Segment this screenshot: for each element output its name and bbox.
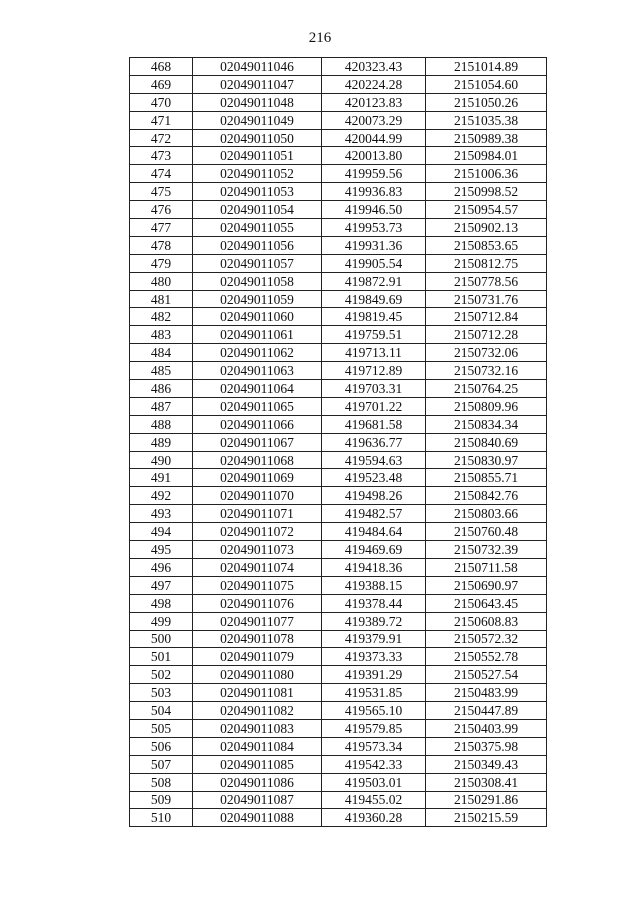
point-id-cell: 02049011047	[193, 75, 322, 93]
y-coordinate-cell: 2150349.43	[426, 755, 547, 773]
y-coordinate-cell: 2151035.38	[426, 111, 547, 129]
row-number-cell: 470	[130, 93, 193, 111]
table-row	[130, 737, 547, 755]
y-coordinate-cell: 2150842.76	[426, 487, 547, 505]
row-number-cell: 482	[130, 308, 193, 326]
table-row	[130, 612, 547, 630]
y-coordinate-cell: 2151014.89	[426, 58, 547, 76]
point-id-cell: 02049011082	[193, 702, 322, 720]
row-number-cell: 492	[130, 487, 193, 505]
y-coordinate-cell: 2150732.39	[426, 541, 547, 559]
y-coordinate-cell: 2150308.41	[426, 773, 547, 791]
y-coordinate-cell: 2150711.58	[426, 558, 547, 576]
point-id-cell: 02049011051	[193, 147, 322, 165]
x-coordinate-cell: 419523.48	[322, 469, 426, 487]
x-coordinate-cell: 419360.28	[322, 809, 426, 827]
point-id-cell: 02049011070	[193, 487, 322, 505]
table-row	[130, 147, 547, 165]
point-id-cell: 02049011069	[193, 469, 322, 487]
x-coordinate-cell: 419469.69	[322, 541, 426, 559]
row-number-cell: 500	[130, 630, 193, 648]
y-coordinate-cell: 2150764.25	[426, 380, 547, 398]
table-row	[130, 594, 547, 612]
x-coordinate-cell: 419703.31	[322, 380, 426, 398]
x-coordinate-cell: 419418.36	[322, 558, 426, 576]
point-id-cell: 02049011086	[193, 773, 322, 791]
x-coordinate-cell: 419905.54	[322, 254, 426, 272]
x-coordinate-cell: 420044.99	[322, 129, 426, 147]
row-number-cell: 483	[130, 326, 193, 344]
point-id-cell: 02049011078	[193, 630, 322, 648]
x-coordinate-cell: 419953.73	[322, 219, 426, 237]
x-coordinate-cell: 419936.83	[322, 183, 426, 201]
table-row	[130, 254, 547, 272]
y-coordinate-cell: 2150291.86	[426, 791, 547, 809]
x-coordinate-cell: 419455.02	[322, 791, 426, 809]
row-number-cell: 504	[130, 702, 193, 720]
table-row	[130, 809, 547, 827]
y-coordinate-cell: 2150375.98	[426, 737, 547, 755]
table-row	[130, 702, 547, 720]
y-coordinate-cell: 2150902.13	[426, 219, 547, 237]
point-id-cell: 02049011049	[193, 111, 322, 129]
table-row	[130, 648, 547, 666]
point-id-cell: 02049011063	[193, 362, 322, 380]
x-coordinate-cell: 419565.10	[322, 702, 426, 720]
x-coordinate-cell: 419712.89	[322, 362, 426, 380]
x-coordinate-cell: 419389.72	[322, 612, 426, 630]
y-coordinate-cell: 2150984.01	[426, 147, 547, 165]
y-coordinate-cell: 2151054.60	[426, 75, 547, 93]
point-id-cell: 02049011059	[193, 290, 322, 308]
y-coordinate-cell: 2150215.59	[426, 809, 547, 827]
table-body	[130, 58, 547, 827]
point-id-cell: 02049011052	[193, 165, 322, 183]
point-id-cell: 02049011046	[193, 58, 322, 76]
table-row	[130, 791, 547, 809]
row-number-cell: 493	[130, 505, 193, 523]
table-row	[130, 773, 547, 791]
x-coordinate-cell: 419379.91	[322, 630, 426, 648]
y-coordinate-cell: 2150731.76	[426, 290, 547, 308]
row-number-cell: 477	[130, 219, 193, 237]
row-number-cell: 479	[130, 254, 193, 272]
table-row	[130, 201, 547, 219]
point-id-cell: 02049011067	[193, 433, 322, 451]
x-coordinate-cell: 419378.44	[322, 594, 426, 612]
y-coordinate-cell: 2150552.78	[426, 648, 547, 666]
table-row	[130, 236, 547, 254]
point-id-cell: 02049011061	[193, 326, 322, 344]
x-coordinate-cell: 419819.45	[322, 308, 426, 326]
x-coordinate-cell: 419482.57	[322, 505, 426, 523]
point-id-cell: 02049011084	[193, 737, 322, 755]
table-row	[130, 684, 547, 702]
x-coordinate-cell: 419373.33	[322, 648, 426, 666]
page-number: 216	[308, 30, 332, 46]
row-number-cell: 474	[130, 165, 193, 183]
y-coordinate-cell: 2150989.38	[426, 129, 547, 147]
point-id-cell: 02049011073	[193, 541, 322, 559]
row-number-cell: 498	[130, 594, 193, 612]
y-coordinate-cell: 2150690.97	[426, 576, 547, 594]
x-coordinate-cell: 419946.50	[322, 201, 426, 219]
point-id-cell: 02049011071	[193, 505, 322, 523]
y-coordinate-cell: 2150853.65	[426, 236, 547, 254]
x-coordinate-cell: 419759.51	[322, 326, 426, 344]
row-number-cell: 481	[130, 290, 193, 308]
point-id-cell: 02049011081	[193, 684, 322, 702]
x-coordinate-cell: 420224.28	[322, 75, 426, 93]
row-number-cell: 507	[130, 755, 193, 773]
point-id-cell: 02049011053	[193, 183, 322, 201]
row-number-cell: 487	[130, 397, 193, 415]
table-row	[130, 719, 547, 737]
row-number-cell: 495	[130, 541, 193, 559]
table-row	[130, 111, 547, 129]
table-row	[130, 75, 547, 93]
point-id-cell: 02049011085	[193, 755, 322, 773]
row-number-cell: 510	[130, 809, 193, 827]
point-id-cell: 02049011064	[193, 380, 322, 398]
table-row	[130, 469, 547, 487]
x-coordinate-cell: 419388.15	[322, 576, 426, 594]
row-number-cell: 471	[130, 111, 193, 129]
row-number-cell: 494	[130, 523, 193, 541]
x-coordinate-cell: 419542.33	[322, 755, 426, 773]
y-coordinate-cell: 2150572.32	[426, 630, 547, 648]
point-id-cell: 02049011068	[193, 451, 322, 469]
point-id-cell: 02049011057	[193, 254, 322, 272]
table-row	[130, 505, 547, 523]
table-row	[130, 558, 547, 576]
row-number-cell: 499	[130, 612, 193, 630]
row-number-cell: 491	[130, 469, 193, 487]
x-coordinate-cell: 419849.69	[322, 290, 426, 308]
point-id-cell: 02049011076	[193, 594, 322, 612]
point-id-cell: 02049011079	[193, 648, 322, 666]
row-number-cell: 488	[130, 415, 193, 433]
y-coordinate-cell: 2150608.83	[426, 612, 547, 630]
x-coordinate-cell: 419573.34	[322, 737, 426, 755]
x-coordinate-cell: 419701.22	[322, 397, 426, 415]
x-coordinate-cell: 420323.43	[322, 58, 426, 76]
y-coordinate-cell: 2150855.71	[426, 469, 547, 487]
row-number-cell: 484	[130, 344, 193, 362]
table-row	[130, 344, 547, 362]
table-row	[130, 308, 547, 326]
point-id-cell: 02049011083	[193, 719, 322, 737]
table-row	[130, 397, 547, 415]
point-id-cell: 02049011087	[193, 791, 322, 809]
x-coordinate-cell: 419484.64	[322, 523, 426, 541]
point-id-cell: 02049011088	[193, 809, 322, 827]
y-coordinate-cell: 2150712.28	[426, 326, 547, 344]
coordinates-table	[129, 57, 547, 827]
row-number-cell: 508	[130, 773, 193, 791]
x-coordinate-cell: 420013.80	[322, 147, 426, 165]
y-coordinate-cell: 2150998.52	[426, 183, 547, 201]
row-number-cell: 489	[130, 433, 193, 451]
y-coordinate-cell: 2150954.57	[426, 201, 547, 219]
table-row	[130, 380, 547, 398]
x-coordinate-cell: 419713.11	[322, 344, 426, 362]
table-row	[130, 487, 547, 505]
point-id-cell: 02049011080	[193, 666, 322, 684]
table-row	[130, 362, 547, 380]
table-row	[130, 433, 547, 451]
row-number-cell: 485	[130, 362, 193, 380]
table-row	[130, 93, 547, 111]
x-coordinate-cell: 419498.26	[322, 487, 426, 505]
y-coordinate-cell: 2150527.54	[426, 666, 547, 684]
table-row	[130, 129, 547, 147]
point-id-cell: 02049011050	[193, 129, 322, 147]
x-coordinate-cell: 419531.85	[322, 684, 426, 702]
y-coordinate-cell: 2150760.48	[426, 523, 547, 541]
row-number-cell: 503	[130, 684, 193, 702]
point-id-cell: 02049011055	[193, 219, 322, 237]
x-coordinate-cell: 419872.91	[322, 272, 426, 290]
row-number-cell: 473	[130, 147, 193, 165]
row-number-cell: 496	[130, 558, 193, 576]
table-row	[130, 576, 547, 594]
y-coordinate-cell: 2150403.99	[426, 719, 547, 737]
point-id-cell: 02049011077	[193, 612, 322, 630]
y-coordinate-cell: 2150483.99	[426, 684, 547, 702]
y-coordinate-cell: 2150712.84	[426, 308, 547, 326]
x-coordinate-cell: 420073.29	[322, 111, 426, 129]
point-id-cell: 02049011058	[193, 272, 322, 290]
x-coordinate-cell: 419579.85	[322, 719, 426, 737]
row-number-cell: 475	[130, 183, 193, 201]
table-row	[130, 541, 547, 559]
y-coordinate-cell: 2150732.06	[426, 344, 547, 362]
x-coordinate-cell: 419959.56	[322, 165, 426, 183]
y-coordinate-cell: 2151006.36	[426, 165, 547, 183]
table-row	[130, 219, 547, 237]
table-row	[130, 183, 547, 201]
row-number-cell: 468	[130, 58, 193, 76]
row-number-cell: 480	[130, 272, 193, 290]
y-coordinate-cell: 2150778.56	[426, 272, 547, 290]
x-coordinate-cell: 420123.83	[322, 93, 426, 111]
y-coordinate-cell: 2150830.97	[426, 451, 547, 469]
row-number-cell: 469	[130, 75, 193, 93]
row-number-cell: 478	[130, 236, 193, 254]
row-number-cell: 486	[130, 380, 193, 398]
row-number-cell: 502	[130, 666, 193, 684]
table-row	[130, 326, 547, 344]
table-row	[130, 666, 547, 684]
row-number-cell: 506	[130, 737, 193, 755]
y-coordinate-cell: 2150732.16	[426, 362, 547, 380]
y-coordinate-cell: 2151050.26	[426, 93, 547, 111]
point-id-cell: 02049011054	[193, 201, 322, 219]
y-coordinate-cell: 2150834.34	[426, 415, 547, 433]
table-row	[130, 272, 547, 290]
x-coordinate-cell: 419594.63	[322, 451, 426, 469]
point-id-cell: 02049011075	[193, 576, 322, 594]
y-coordinate-cell: 2150447.89	[426, 702, 547, 720]
row-number-cell: 501	[130, 648, 193, 666]
table-row	[130, 165, 547, 183]
row-number-cell: 497	[130, 576, 193, 594]
point-id-cell: 02049011048	[193, 93, 322, 111]
point-id-cell: 02049011066	[193, 415, 322, 433]
x-coordinate-cell: 419681.58	[322, 415, 426, 433]
x-coordinate-cell: 419931.36	[322, 236, 426, 254]
table-row	[130, 451, 547, 469]
row-number-cell: 490	[130, 451, 193, 469]
table-row	[130, 630, 547, 648]
x-coordinate-cell: 419636.77	[322, 433, 426, 451]
row-number-cell: 505	[130, 719, 193, 737]
row-number-cell: 476	[130, 201, 193, 219]
y-coordinate-cell: 2150812.75	[426, 254, 547, 272]
table-row	[130, 58, 547, 76]
point-id-cell: 02049011060	[193, 308, 322, 326]
point-id-cell: 02049011062	[193, 344, 322, 362]
point-id-cell: 02049011072	[193, 523, 322, 541]
x-coordinate-cell: 419503.01	[322, 773, 426, 791]
x-coordinate-cell: 419391.29	[322, 666, 426, 684]
y-coordinate-cell: 2150803.66	[426, 505, 547, 523]
y-coordinate-cell: 2150840.69	[426, 433, 547, 451]
y-coordinate-cell: 2150643.45	[426, 594, 547, 612]
point-id-cell: 02049011074	[193, 558, 322, 576]
point-id-cell: 02049011065	[193, 397, 322, 415]
table-row	[130, 523, 547, 541]
y-coordinate-cell: 2150809.96	[426, 397, 547, 415]
table-row	[130, 290, 547, 308]
row-number-cell: 509	[130, 791, 193, 809]
row-number-cell: 472	[130, 129, 193, 147]
table-row	[130, 755, 547, 773]
table-row	[130, 415, 547, 433]
point-id-cell: 02049011056	[193, 236, 322, 254]
